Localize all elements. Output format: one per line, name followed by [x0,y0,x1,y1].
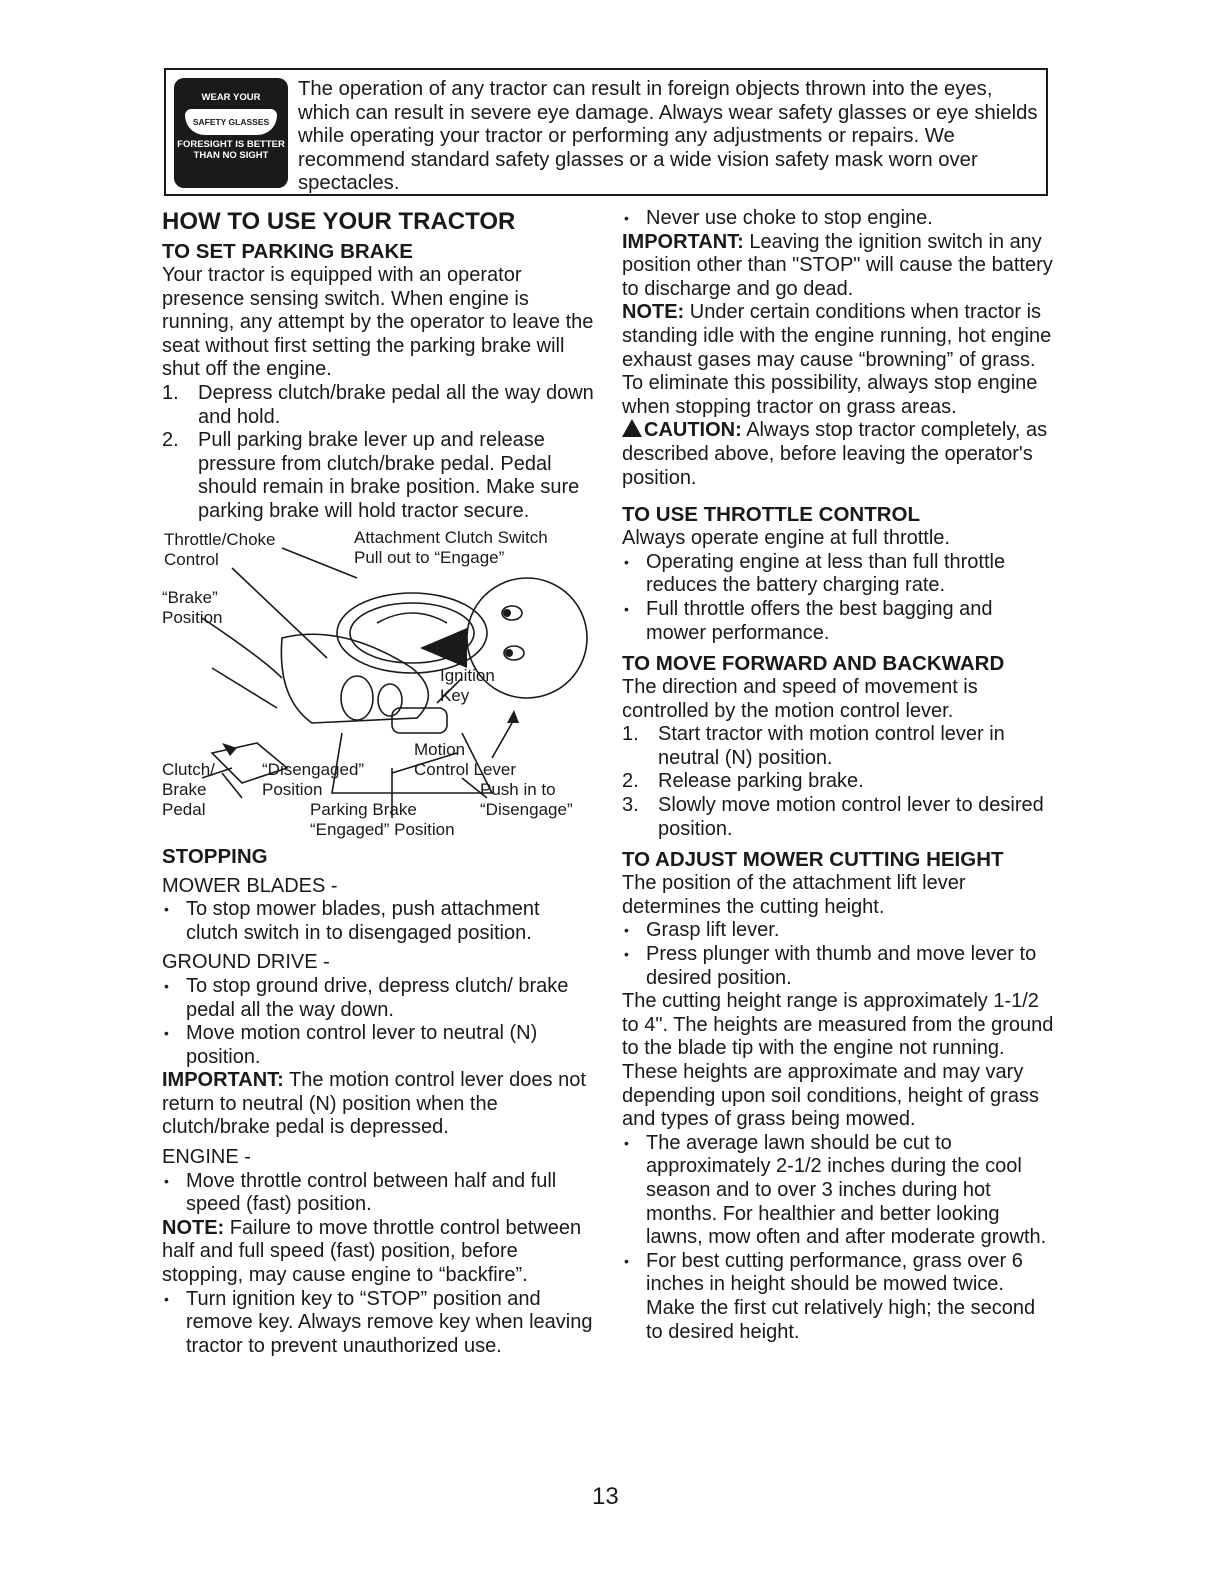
stopping-note: NOTE: Failure to move throttle control between half and full speed (fast) position, before stopping, may cause engine to “backfire”. [162,1216,582,1287]
move-step-2: 2. Release parking brake. [622,770,864,793]
height-bullet-3: • The average lawn should be cut to approximately 2-1/2 inches during the cool season and to over 3 inches during hot months. For healthier and better looking lawns, mow often and after moderate growth. [622,1132,1054,1250]
move-heading: TO MOVE FORWARD AND BACKWARD [622,652,1005,676]
height-bullet-2: • Press plunger with thumb and move lever to desired position. [622,943,1054,990]
ground-drive-label: GROUND DRIVE - [162,951,330,974]
blades-bullet: • To stop mower blades, push attachment clutch switch in to disengaged position. [162,898,594,945]
label-push-in: Push in to “Disengage” [480,779,573,819]
stopping-important: IMPORTANT: The motion control lever does not return to neutral (N) position when the clutch/brake pedal is depressed. [162,1069,586,1139]
parking-step-2: 2. Pull parking brake lever up and release pressure from clutch/brake pedal. Pedal should remain in brake position. Make sure parking brake will hold tractor secure. [162,429,580,522]
section-title: HOW TO USE YOUR TRACTOR [162,208,516,235]
parking-brake-heading: TO SET PARKING BRAKE [162,240,413,263]
height-bullet-4: • For best cutting performance, grass over 6 inches in height should be mowed twice. Make the first cut relatively high; the second to desired height. [622,1250,1054,1344]
warning-text: The operation of any tractor can result in foreign objects thrown into the eyes, which can result in severe eye damage. Always wear safety glasses or eye shields while operating your tractor or performing any adjustments or repairs. We recommend standard safety glasses or a wide vision safety mask worn over spectacles. [298,78,1038,194]
right-column [622,205,1054,1344]
throttle-intro: Always operate engine at full throttle. [622,527,950,550]
mower-blades-label: MOWER BLADES - [162,874,338,897]
choke-bullet: • Never use choke to stop engine. [622,207,1054,231]
cutting-height-intro: The position of the attachment lift lever determines the cutting height. [622,872,966,918]
browning-note: NOTE: Under certain conditions when tractor is standing idle with the engine running, hot engine exhaust gases may cause “browning” of grass. To eliminate this possibility, always stop engine when stopping tractor on grass areas. [622,301,1052,418]
ground-bullet-1: • To stop ground drive, depress clutch/ brake pedal all the way down. [162,975,594,1022]
label-disengaged-position: “Disengaged” Position [262,759,365,799]
glasses-label: SAFETY GLASSES [185,109,277,135]
throttle-bullet-2: • Full throttle offers the best bagging and mower performance. [622,598,1054,645]
ignition-important: IMPORTANT: Leaving the ignition switch in any position other than "STOP" will cause the battery to discharge and go dead. [622,230,1053,300]
height-bullet-1: • Grasp lift lever. [622,919,1054,943]
cutting-height-range: The cutting height range is approximately 1-1/2 to 4". The heights are measured from the ground to the blade tip with the engine not running. These heights are approximate and may vary depending upon soil conditions, height of grass and types of grass being mowed. [622,990,1054,1131]
safety-warning-box [164,68,1048,196]
move-step-3: 3. Slowly move motion control lever to desired position. [622,794,1044,840]
parking-brake-intro: Your tractor is equipped with an operator presence sensing switch. When engine is running, any attempt by the operator to leave the seat without first setting the parking brake will shut off the engine. [162,264,594,381]
caution-triangle-icon [622,419,642,437]
engine-label: ENGINE - [162,1146,251,1169]
dashboard [281,634,428,723]
label-motion: Motion [414,739,466,759]
caution-paragraph: CAUTION: Always stop tractor completely, as described above, before leaving the operator's position. [622,419,1048,489]
cutting-height-heading: TO ADJUST MOWER CUTTING HEIGHT [622,848,1004,872]
label-brake-position: “Brake” Position [162,587,223,627]
page-number: 13 [592,1483,619,1510]
safety-glasses-icon: WEAR YOUR SAFETY GLASSES FORESIGHT IS BETTER THAN NO SIGHT [174,78,288,188]
left-column [162,205,594,1358]
tractor-controls-figure [162,528,594,868]
stopping-heading: STOPPING [162,844,268,868]
label-ignition-key: Ignition Key [440,665,495,705]
parking-step-1: 1. Depress clutch/brake pedal all the way down and hold. [162,381,594,428]
engine-bullet-1: • Move throttle control between half and full speed (fast) position. [162,1170,594,1217]
label-control-lever: Control Lever [414,759,517,779]
throttle-heading: TO USE THROTTLE CONTROL [622,503,921,527]
label-parking-brake: Parking Brake “Engaged” Position [310,799,455,839]
label-attachment-clutch: Attachment Clutch Switch Pull out to “Engage” [354,527,548,567]
engine-bullet-2: • Turn ignition key to “STOP” position and remove key. Always remove key when leaving tractor to prevent unauthorized use. [162,1288,594,1359]
label-clutch-brake-pedal: Clutch/ Brake Pedal [162,759,215,819]
move-intro: The direction and speed of movement is controlled by the motion control lever. [622,676,978,722]
ground-bullet-2: • Move motion control lever to neutral (N) position. [162,1022,594,1069]
label-throttle-choke: Throttle/Choke Control [164,529,276,569]
throttle-bullet-1: • Operating engine at less than full throttle reduces the battery charging rate. [622,551,1054,598]
move-step-1: 1. Start tractor with motion control lever in neutral (N) position. [622,723,1005,769]
